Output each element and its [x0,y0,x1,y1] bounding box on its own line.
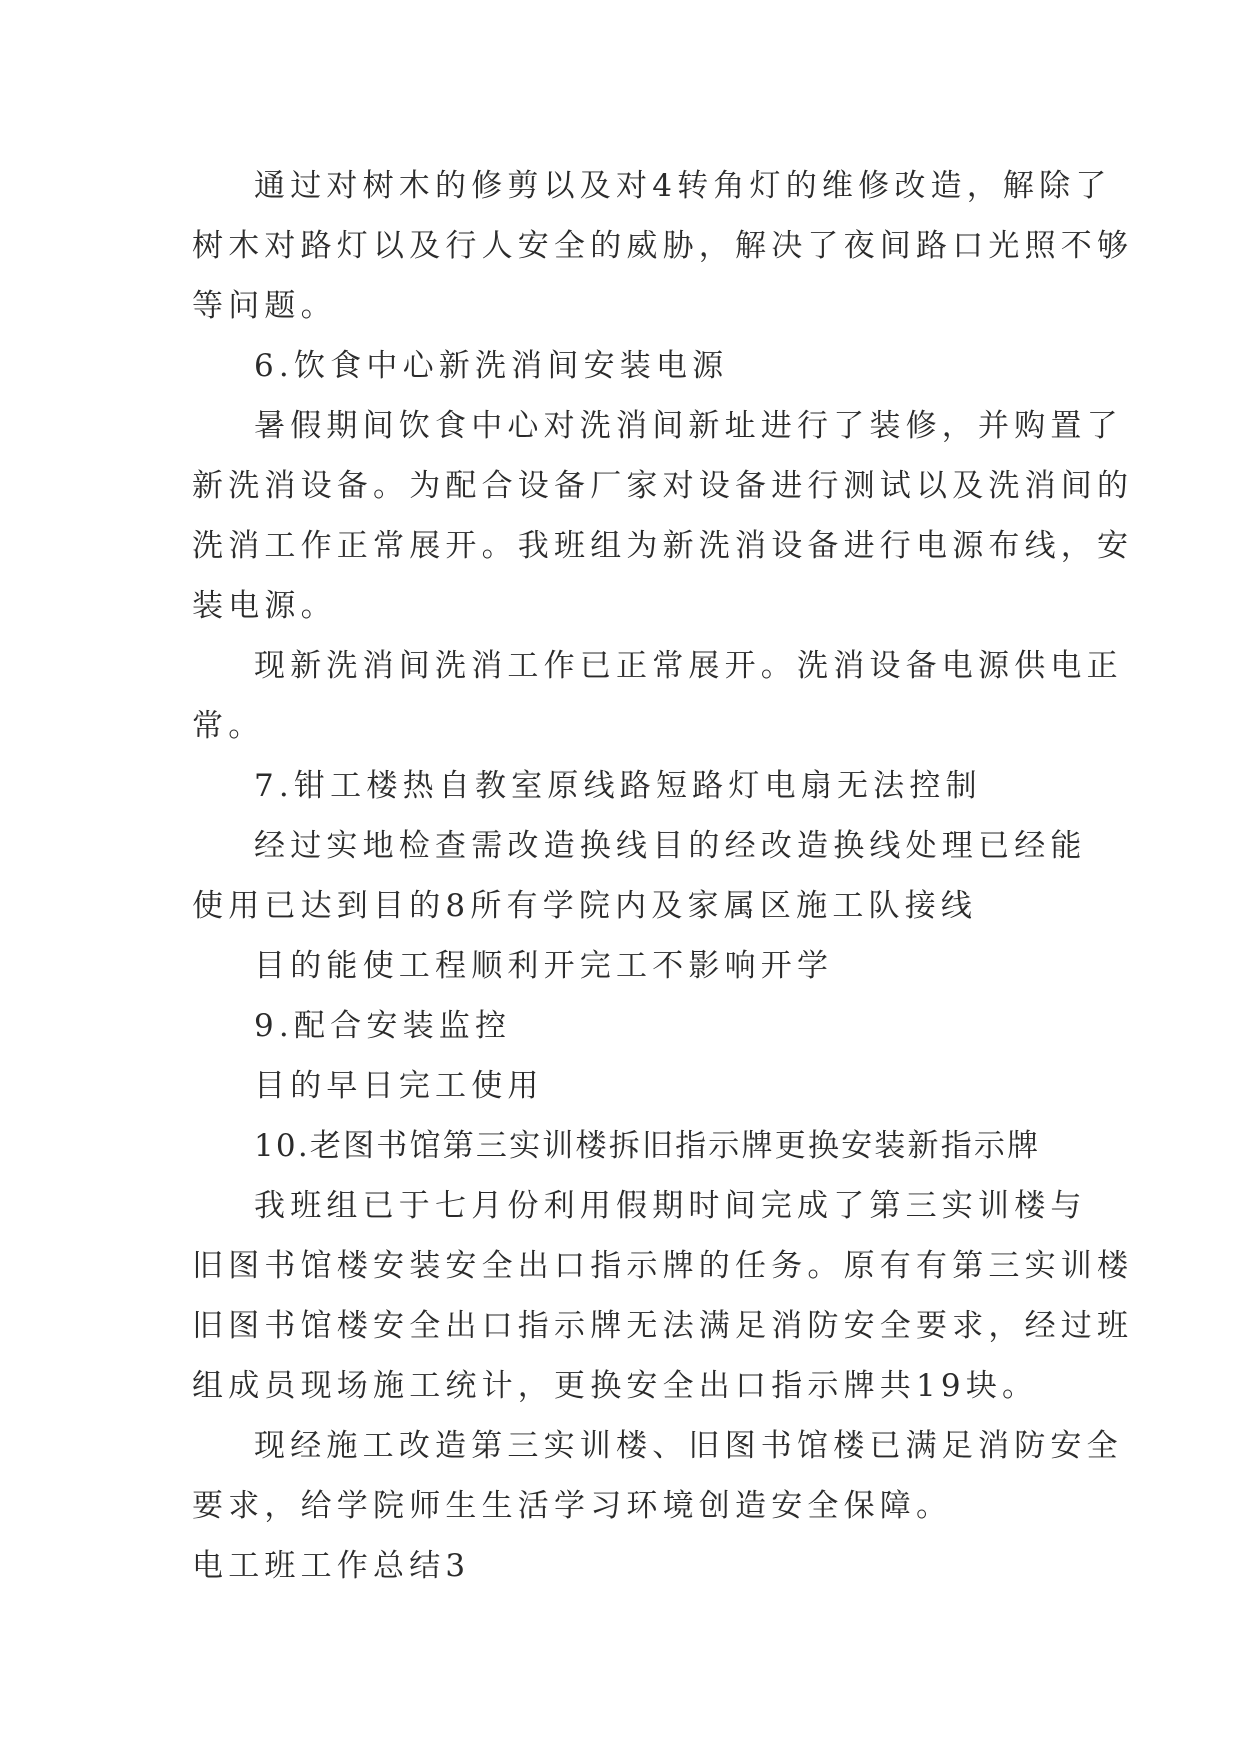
paragraph-line: 洗消工作正常展开。我班组为新洗消设备进行电源布线，安 [192,528,1134,564]
paragraph-line: 目的早日完工使用 [254,1068,544,1104]
paragraph-line: 使用已达到目的8所有学院内及家属区施工队接线 [192,888,978,924]
paragraph-line: 树木对路灯以及行人安全的威胁，解决了夜间路口光照不够 [192,228,1134,264]
paragraph-line: 暑假期间饮食中心对洗消间新址进行了装修，并购置了 [254,408,1123,444]
section-heading: 7.钳工楼热自教室原线路短路灯电扇无法控制 [254,768,982,804]
paragraph-line: 组成员现场施工统计，更换安全出口指示牌共19块。 [192,1368,1039,1404]
section-title: 电工班工作总结3 [192,1548,471,1584]
paragraph-line: 现经施工改造第三实训楼、旧图书馆楼已满足消防安全 [254,1428,1123,1464]
paragraph-line: 目的能使工程顺利开完工不影响开学 [254,948,834,984]
paragraph-line: 旧图书馆楼安装安全出口指示牌的任务。原有有第三实训楼 [192,1248,1134,1284]
section-heading: 6.饮食中心新洗消间安装电源 [254,348,729,384]
paragraph-line: 现新洗消间洗消工作已正常展开。洗消设备电源供电正 [254,648,1123,684]
paragraph-line: 新洗消设备。为配合设备厂家对设备进行测试以及洗消间的 [192,468,1134,504]
paragraph-line: 装电源。 [192,588,337,624]
paragraph-line: 等问题。 [192,288,337,324]
paragraph-line: 我班组已于七月份利用假期时间完成了第三实训楼与 [254,1188,1087,1224]
paragraph-line: 通过对树木的修剪以及对4转角灯的维修改造，解除了 [254,168,1112,204]
document-body [192,156,1134,1596]
paragraph-line: 经过实地检查需改造换线目的经改造换线处理已经能 [254,828,1087,864]
paragraph-line: 旧图书馆楼安全出口指示牌无法满足消防安全要求，经过班 [192,1308,1134,1344]
section-heading: 9.配合安装监控 [254,1008,512,1044]
paragraph-line: 要求，给学院师生生活学习环境创造安全保障。 [192,1488,953,1524]
section-heading: 10.老图书馆第三实训楼拆旧指示牌更换安装新指示牌 [254,1128,1041,1164]
paragraph-line: 常。 [192,708,265,744]
